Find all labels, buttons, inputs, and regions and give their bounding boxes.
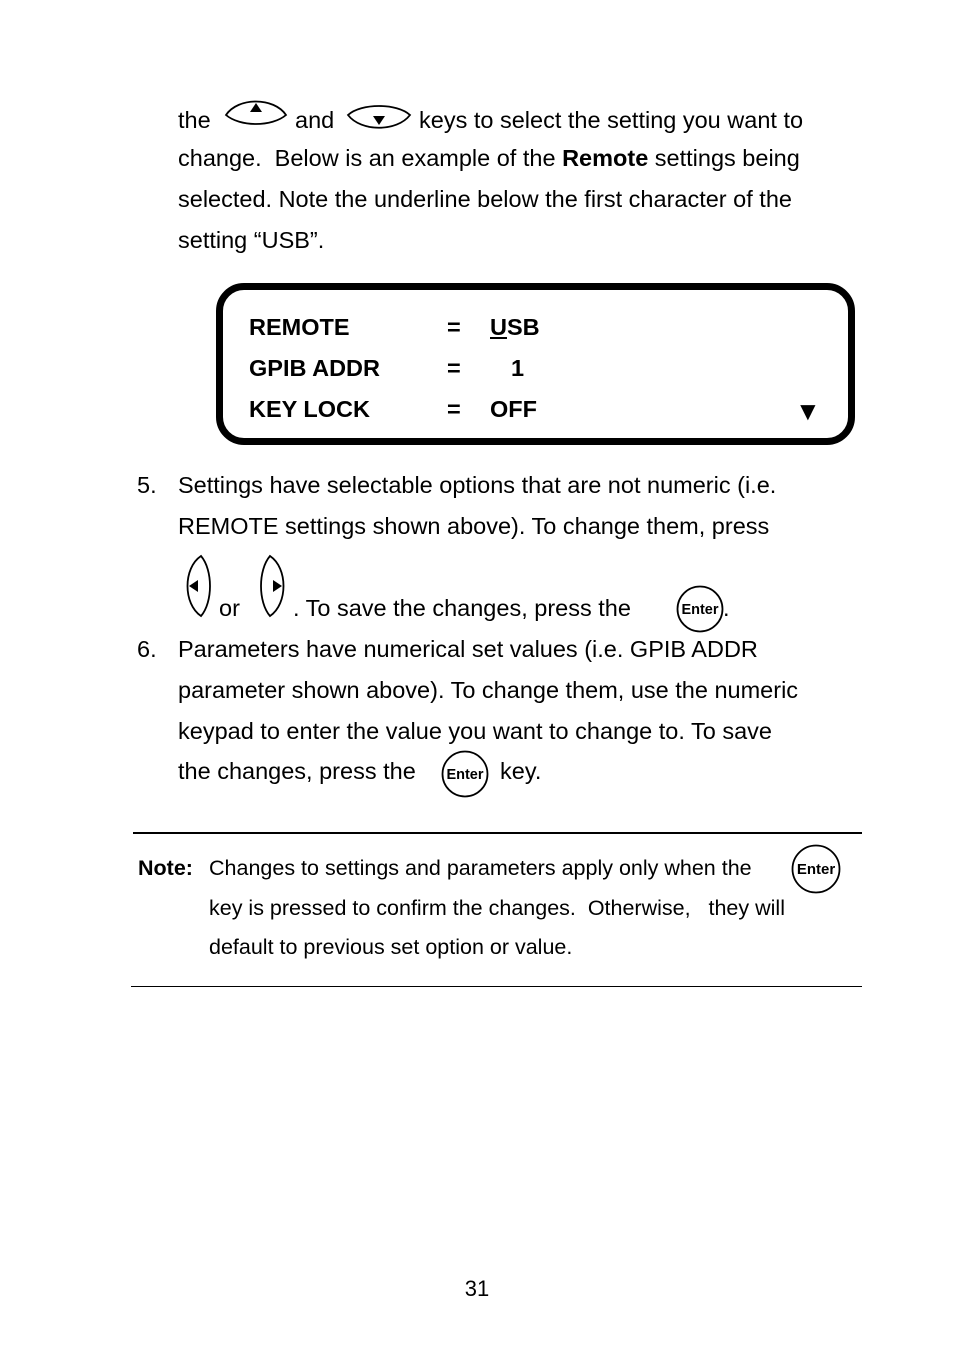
lcd-cursor-char: U <box>490 314 507 340</box>
intro-line-1-end: keys to select the setting you want to <box>419 107 804 133</box>
lcd-row-1-value-rest: SB <box>506 314 540 340</box>
step-6-line-4-end: key. <box>500 758 542 784</box>
enter-key-label: Enter <box>796 861 836 878</box>
intro-line-3: selected. Note the underline below the first character of the <box>178 186 792 212</box>
down-arrow-key-icon <box>346 98 412 132</box>
intro-line-2-b: settings being <box>648 145 800 171</box>
enter-key-label: Enter <box>681 602 719 618</box>
note-top-rule <box>133 832 862 834</box>
lcd-row-1-value <box>490 314 540 341</box>
lcd-row-1-equals: = <box>447 314 461 340</box>
note-line-3: default to previous set option or value. <box>209 935 573 959</box>
page-number: 31 <box>464 1276 490 1301</box>
remote-bold: Remote <box>562 145 649 171</box>
lcd-row-3-equals: = <box>447 396 461 422</box>
enter-key-icon <box>676 585 724 633</box>
scroll-down-indicator-icon: ▼ <box>795 396 821 426</box>
step-6-line-2: parameter shown above). To change them, use the numeric <box>178 677 799 703</box>
intro-line-1-and: and <box>295 107 335 133</box>
step-5-number: 5. <box>137 472 157 498</box>
lcd-display <box>216 283 855 445</box>
step-6-line-1: Parameters have numerical set values (i.e. GPIB ADDR <box>178 636 758 662</box>
note-line-1: Changes to settings and parameters apply only when the <box>209 856 752 880</box>
lcd-row-1-label: REMOTE <box>249 314 350 340</box>
intro-line-2 <box>178 145 800 172</box>
step-5-line-1: Settings have selectable options that are not numeric (i.e. <box>178 472 777 498</box>
lcd-row-3-label: KEY LOCK <box>249 396 370 422</box>
right-arrow-key-icon <box>253 554 287 618</box>
note-line-2: key is pressed to confirm the changes. Otherwise, they will <box>209 896 785 920</box>
enter-key-icon <box>791 844 841 894</box>
step-5-line-3-end: . <box>723 595 730 621</box>
step-6-number: 6. <box>137 636 157 662</box>
left-arrow-key-icon <box>184 554 218 618</box>
note-bottom-rule <box>131 986 862 987</box>
lcd-row-2-equals: = <box>447 355 461 381</box>
enter-key-icon <box>441 750 489 798</box>
step-5-line-2: REMOTE settings shown above). To change them, press <box>178 513 770 539</box>
intro-line-4: setting “USB”. <box>178 227 325 253</box>
step-6-line-3: keypad to enter the value you want to change to. To save <box>178 718 772 744</box>
intro-line-2-a: change. Below is an example of the <box>178 145 563 171</box>
note-label: Note: <box>138 856 193 880</box>
enter-key-label: Enter <box>446 767 484 783</box>
up-arrow-key-icon <box>224 98 288 132</box>
lcd-row-2-value: 1 <box>511 355 525 381</box>
step-6-line-4-start: the changes, press the <box>178 758 416 784</box>
step-5-or: or <box>219 595 240 621</box>
lcd-row-2-label: GPIB ADDR <box>249 355 380 381</box>
lcd-row-3-value: OFF <box>490 396 537 422</box>
intro-line-1-start: the <box>178 107 211 133</box>
step-5-line-3: . To save the changes, press the <box>293 595 631 621</box>
